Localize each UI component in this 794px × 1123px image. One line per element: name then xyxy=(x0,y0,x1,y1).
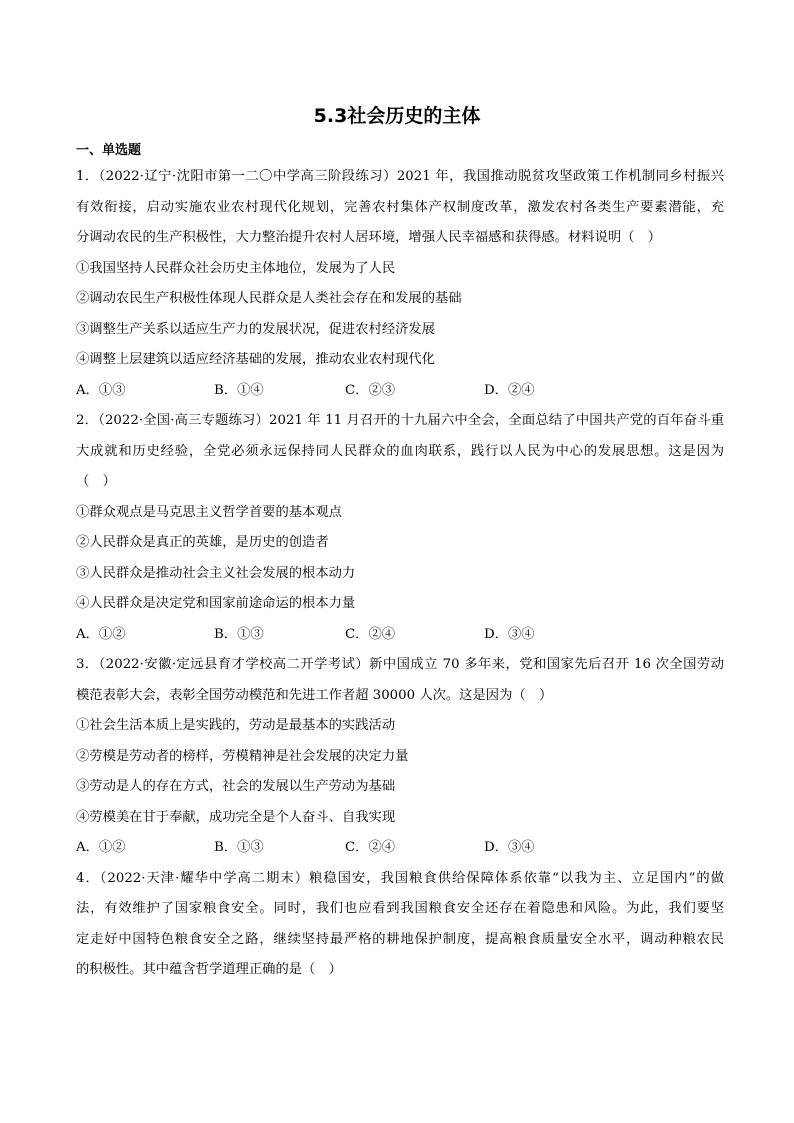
option-a: A．①② xyxy=(76,626,126,642)
question-stem-line: 定走好中国特色粮食安全之路，继续坚持最严格的耕地保护制度，提高粮食质量安全水平，调动种粮农民 xyxy=(76,931,724,947)
option-c: C．②④ xyxy=(345,840,396,855)
statement-4: ④人民群众是决定党和国家前途命运的根本力量 xyxy=(76,596,356,611)
question-3 xyxy=(76,650,724,864)
statement-2: ②劳模是劳动者的榜样，劳模精神是社会发展的决定力量 xyxy=(76,748,409,764)
question-4 xyxy=(76,864,724,986)
option-c: C．②③ xyxy=(345,382,396,398)
statement-2: ②人民群众是真正的英雄，是历史的创造者 xyxy=(76,535,329,550)
statement-4: ④调整上层建筑以适应经济基础的发展，推动农业农村现代化 xyxy=(76,352,436,367)
statement-3: ③劳动是人的存在方式，社会的发展以生产劳动为基础 xyxy=(76,779,396,794)
question-list xyxy=(76,162,724,986)
option-d: D．③④ xyxy=(484,840,535,855)
statement-1: ①群众观点是马克思主义哲学首要的基本观点 xyxy=(76,504,342,520)
question-stem-line: （ ） xyxy=(76,474,116,489)
option-a: A．①③ xyxy=(76,382,126,398)
question-2 xyxy=(76,406,724,650)
question-stem-line: 法，有效维护了国家粮食安全。同时，我们也应看到我国粮食安全还存在着隐患和风险。为此，我们要坚 xyxy=(76,901,724,916)
question-stem-line: 1．（2022·辽宁·沈阳市第一二〇中学高三阶段练习）2021 年，我国推动脱贫攻坚政策工作机制同乡村振兴 xyxy=(76,169,724,184)
question-stem-line: 有效衔接，启动实施农业农村现代化规划，完善农村集体产权制度改革，激发农村各类生产要素潜能，充 xyxy=(76,199,724,215)
page-title: 5.3社会历史的主体 xyxy=(313,105,481,127)
question-1 xyxy=(76,162,724,406)
question-stem-line: 2．（2022·全国·高三专题练习）2021 年 11 月召开的十九届六中全会，全面总结了中国共产党的百年奋斗重 xyxy=(76,413,724,428)
answer-options xyxy=(76,376,724,407)
question-stem-line: 分调动农民的生产积极性，大力整治提升农村人居环境，增强人民幸福感和获得感。材料说明（ ） xyxy=(76,230,662,245)
answer-options xyxy=(76,833,724,864)
question-stem-line: 4．（2022·天津·耀华中学高二期末）粮稳国安，我国粮食供给保障体系依靠“以我为主、立足国内”的做 xyxy=(76,870,724,886)
option-c: C．②④ xyxy=(345,626,396,642)
section-heading: 一、单选题 xyxy=(76,143,142,158)
statement-2: ②调动农民生产积极性体现人民群众是人类社会存在和发展的基础 xyxy=(76,291,462,306)
question-stem-line: 3．（2022·安徽·定远县育才学校高二开学考试）新中国成立 70 多年来，党和国家先后召开 16 次全国劳动 xyxy=(76,657,724,672)
statement-3: ③人民群众是推动社会主义社会发展的根本动力 xyxy=(76,565,356,581)
option-d: D．②④ xyxy=(484,382,535,398)
option-b: B．①③ xyxy=(214,626,264,642)
question-stem-line: 的积极性。其中蕴含哲学道理正确的是（ ） xyxy=(76,962,342,977)
statement-1: ①我国坚持人民群众社会历史主体地位，发展为了人民 xyxy=(76,260,396,276)
option-a: A．①② xyxy=(76,840,126,855)
question-stem-line: 大成就和历史经验，全党必须永远保持同人民群众的血肉联系，践行以人民为中心的发展思想。这是因为 xyxy=(76,443,724,459)
answer-options xyxy=(76,620,724,651)
question-stem-line: 模范表彰大会，表彰全国劳动模范和先进工作者超 30000 人次。这是因为（ ） xyxy=(76,687,553,703)
option-d: D．③④ xyxy=(484,626,535,642)
option-b: B．①③ xyxy=(214,840,264,855)
statement-4: ④劳模美在甘于奉献，成功完全是个人奋斗、自我实现 xyxy=(76,809,396,825)
statement-3: ③调整生产关系以适应生产力的发展状况，促进农村经济发展 xyxy=(76,321,436,337)
statement-1: ①社会生活本质上是实践的，劳动是最基本的实践活动 xyxy=(76,718,396,733)
option-b: B．①④ xyxy=(214,382,264,398)
